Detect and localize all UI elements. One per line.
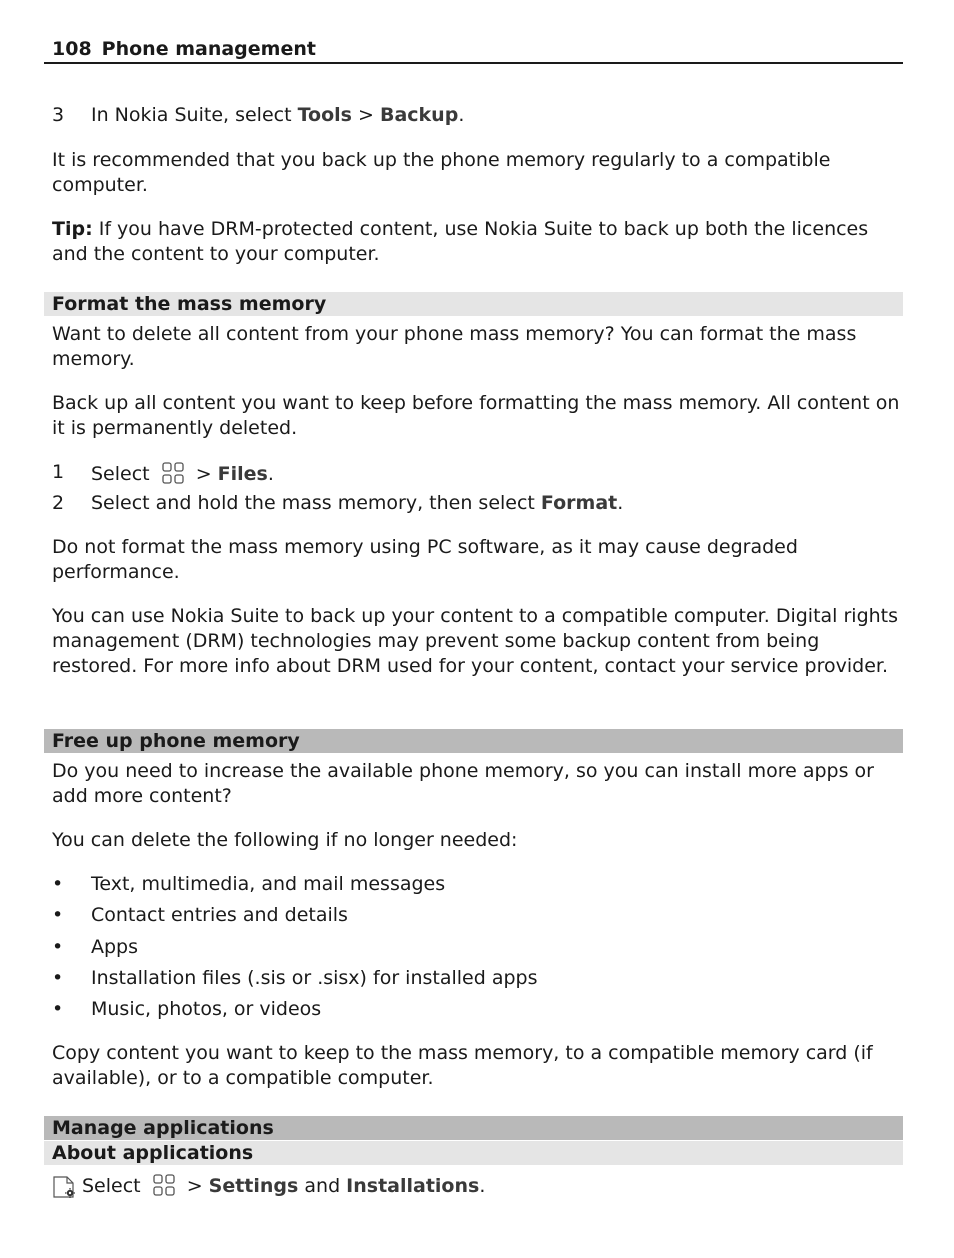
section-heading-manage: Manage applications	[44, 1116, 903, 1140]
step-text-post: .	[617, 492, 624, 514]
step-number: 1	[52, 461, 65, 483]
step-number: 2	[52, 492, 65, 514]
instruction-pre: Select	[82, 1175, 147, 1197]
chapter-title: Phone management	[101, 38, 316, 60]
instruction-post: .	[479, 1175, 486, 1197]
step-text	[91, 103, 464, 128]
settings-app-icon	[52, 1173, 78, 1199]
instruction-text	[52, 1172, 485, 1199]
backup-label: Backup	[379, 104, 459, 126]
installations-label: Installations	[346, 1175, 480, 1197]
bullet: •	[52, 904, 64, 926]
tools-label: Tools	[297, 104, 352, 126]
menu-grid-icon	[151, 1172, 177, 1198]
page-number: 108	[52, 38, 92, 60]
format-pc-warning: Do not format the mass memory using PC software, as it may cause degraded performance.	[52, 536, 798, 583]
tip-label: Tip:	[52, 218, 93, 240]
step-text-pre: In Nokia Suite, select	[91, 104, 298, 126]
list-item-text: Text, multimedia, and mail messages	[91, 873, 446, 895]
menu-grid-icon	[160, 460, 186, 486]
bullet: •	[52, 967, 64, 989]
free-list-intro: You can delete the following if no longer needed:	[52, 829, 518, 851]
step-separator: >	[189, 463, 218, 485]
format-warning: Back up all content you want to keep before formatting the mass memory. All content on it is permanently deleted.	[52, 392, 900, 439]
list-item-text: Contact entries and details	[91, 904, 348, 926]
tip-text: If you have DRM-protected content, use Nokia Suite to back up both the licences and the content to your computer.	[52, 218, 869, 265]
step-text	[91, 491, 623, 516]
bullet: •	[52, 936, 64, 958]
copy-content-advice: Copy content you want to keep to the mass memory, to a compatible memory card (if available), or to a compatible computer.	[52, 1042, 873, 1089]
backup-recommendation: It is recommended that you back up the phone memory regularly to a compatible computer.	[52, 149, 831, 196]
drm-info: You can use Nokia Suite to back up your content to a compatible computer. Digital rights management (DRM) technologies may prevent some backup content from being restored. For more info about DRM used for your content, contact your service provider.	[52, 605, 899, 677]
step-text-post: .	[458, 104, 465, 126]
step-text	[91, 460, 274, 487]
list-item-text: Music, photos, or videos	[91, 998, 322, 1020]
step-text-pre: Select and hold the mass memory, then select	[91, 492, 541, 514]
bullet: •	[52, 873, 64, 895]
subsection-heading-about: About applications	[44, 1141, 903, 1165]
step-number: 3	[52, 104, 65, 126]
instruction-and: and	[298, 1175, 347, 1197]
list-item-text: Apps	[91, 936, 139, 958]
bullet: •	[52, 998, 64, 1020]
step-text-post: .	[267, 463, 274, 485]
step-separator: >	[351, 104, 380, 126]
settings-label: Settings	[208, 1175, 299, 1197]
section-heading-free: Free up phone memory	[44, 729, 903, 753]
section-heading-format: Format the mass memory	[44, 292, 903, 316]
format-label: Format	[540, 492, 618, 514]
list-item-text: Installation files (.sis or .sisx) for installed apps	[91, 967, 538, 989]
free-intro: Do you need to increase the available phone memory, so you can install more apps or add more content?	[52, 760, 874, 807]
format-intro: Want to delete all content from your phone mass memory? You can format the mass memory.	[52, 323, 857, 370]
tip-paragraph	[52, 217, 902, 267]
page-header	[44, 36, 903, 64]
files-label: Files	[217, 463, 268, 485]
step-text-pre: Select	[91, 463, 156, 485]
instruction-separator: >	[180, 1175, 209, 1197]
